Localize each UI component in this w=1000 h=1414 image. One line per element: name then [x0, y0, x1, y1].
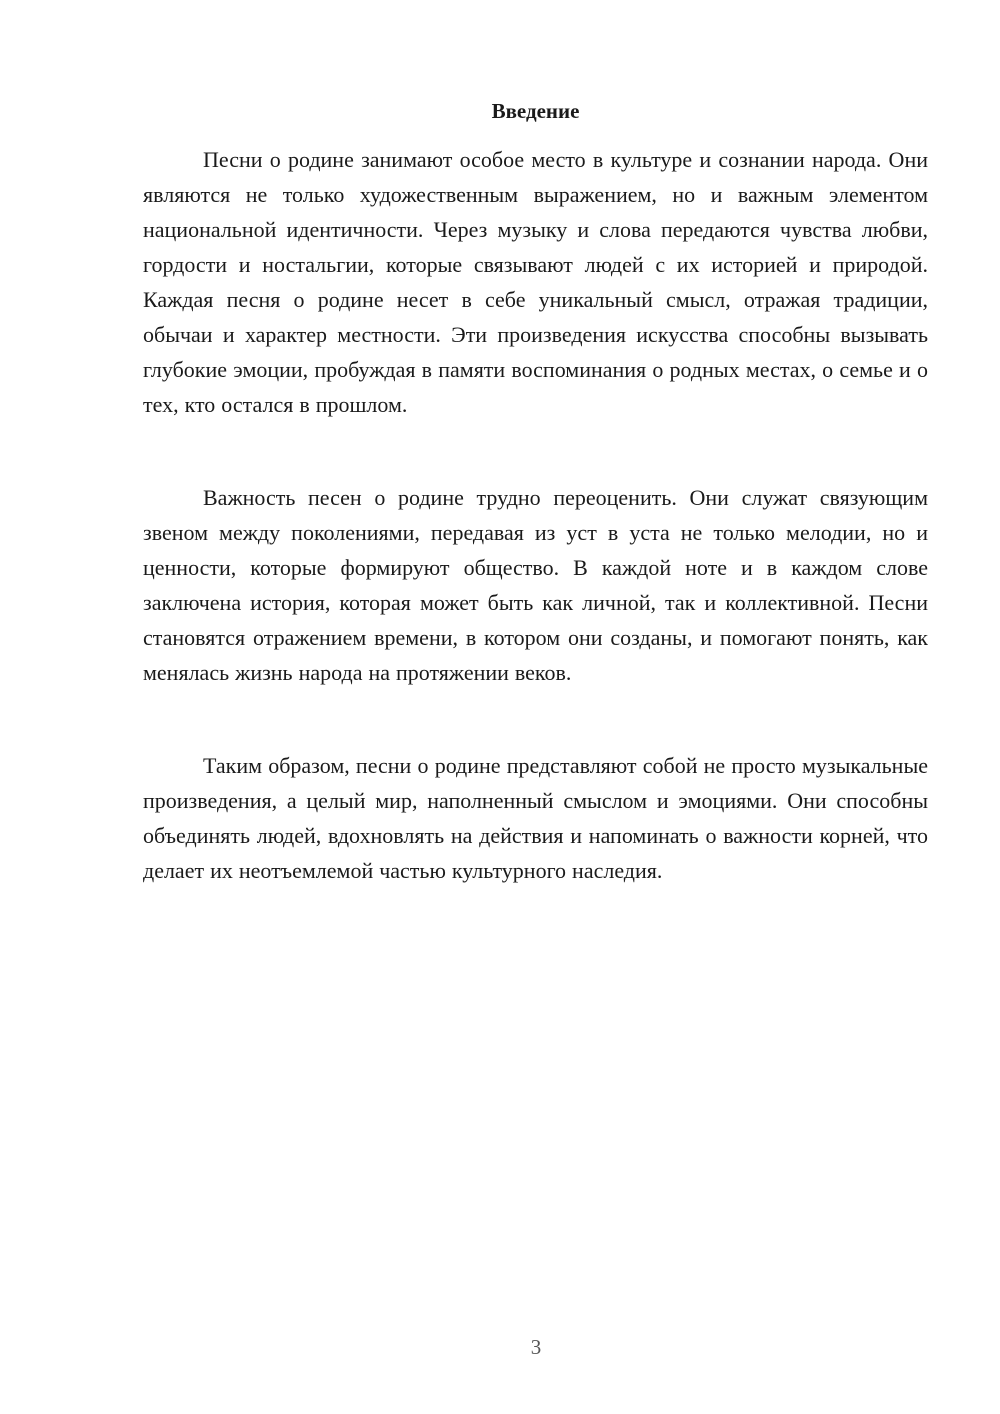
section-heading: Введение: [491, 99, 580, 123]
paragraph-2: Важность песен о родине трудно переоценить. Они служат связующим звеном между поколениями, передавая из уст в уста не только мелодии, но и ценности, которые формируют общество. В каждой ноте и в каждом слове заключена история, которая может быть как личной, так и коллективной. Песни становятся отражением времени, в котором они созданы, и помогают понять, как менялась жизнь народа на протяжении веков.: [143, 485, 928, 685]
paragraph-3: Таким образом, песни о родине представляют собой не просто музыкальные произведения, а целый мир, наполненный смыслом и эмоциями. Они способны объединять людей, вдохновлять на действия и напоминать о важности корней, что делает их неотъемлемой частью культурного наследия.: [143, 753, 928, 883]
page-number: 3: [530, 1335, 542, 1359]
paragraph-1: Песни о родине занимают особое место в культуре и сознании народа. Они являются не только художественным выражением, но и важным элементом национальной идентичности. Через музыку и слова передаются чувства любви, гордости и ностальгии, которые связывают людей с их историей и природой. Каждая песня о родине несет в себе уникальный смысл, отражая традиции, обычаи и характер местности. Эти произведения искусства способны вызывать глубокие эмоции, пробуждая в памяти воспоминания о родных местах, о семье и о тех, кто остался в прошлом.: [143, 147, 928, 417]
